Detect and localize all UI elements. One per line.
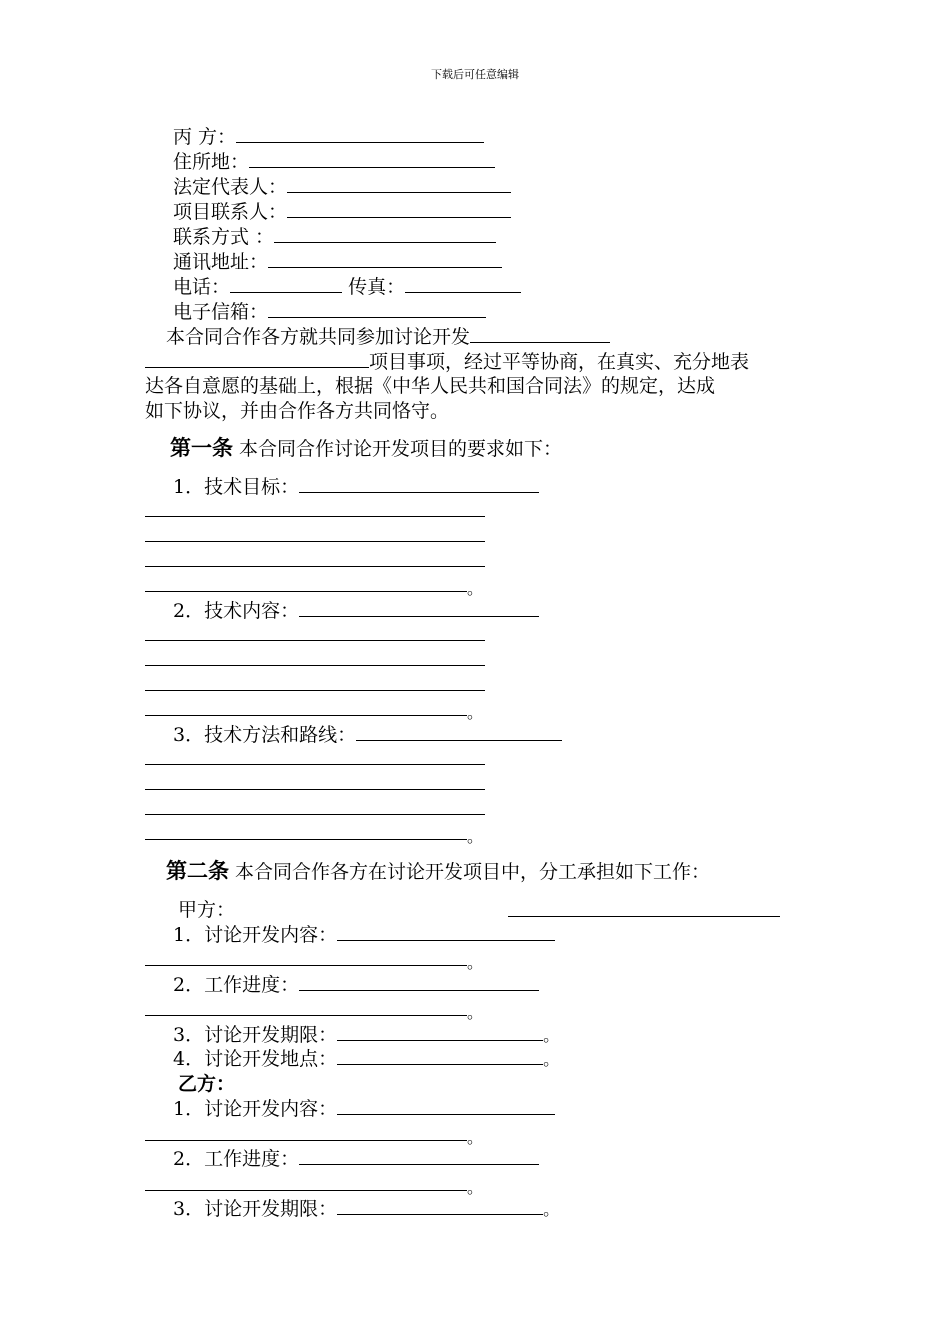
intro-text-1: 本合同合作各方就共同参加讨论开发	[166, 326, 471, 348]
tech-goal-rule-4[interactable]	[145, 591, 467, 592]
a-content-line	[173, 922, 555, 947]
fax-label: 传真：	[348, 276, 406, 298]
address-label: 住所地：	[173, 151, 250, 173]
contact-method-blank[interactable]	[274, 224, 496, 243]
tech-method-rule-4[interactable]	[145, 839, 467, 840]
a-progress-blank[interactable]	[299, 972, 539, 991]
a-progress-rule[interactable]	[145, 1015, 467, 1016]
b-progress-line	[173, 1146, 539, 1171]
email-line	[173, 299, 486, 324]
article-1-line	[170, 436, 562, 461]
tech-content-rule-3[interactable]	[145, 690, 485, 691]
a-period-label: 3．讨论开发期限：	[173, 1024, 338, 1046]
tech-method-period: 。	[467, 827, 484, 846]
tech-goal-period: 。	[467, 579, 484, 598]
intro-text-2: 项目事项，经过平等协商，在真实、充分地表	[369, 351, 750, 373]
article-2-text: 本合同合作各方在讨论开发项目中，分工承担如下工作：	[235, 861, 711, 883]
a-progress-line	[173, 972, 539, 997]
a-content-rule[interactable]	[145, 965, 467, 966]
article-2-heading: 第二条	[166, 859, 229, 883]
b-content-label: 1．讨论开发内容：	[173, 1098, 338, 1120]
article-1-text: 本合同合作讨论开发项目的要求如下：	[239, 438, 563, 460]
tech-method-rule-2[interactable]	[145, 789, 485, 790]
article-1-heading: 第一条	[170, 436, 233, 460]
a-period-end: 。	[543, 1026, 560, 1045]
a-content-blank[interactable]	[337, 922, 555, 941]
b-progress-period: 。	[467, 1178, 484, 1197]
project-name-blank-2[interactable]	[145, 349, 369, 368]
a-location-end: 。	[543, 1050, 560, 1069]
tech-content-rule-1[interactable]	[145, 640, 485, 641]
address-blank[interactable]	[249, 149, 495, 168]
party-c-line	[173, 124, 484, 149]
tech-goal-rule-1[interactable]	[145, 516, 485, 517]
intro-line-3: 达各自意愿的基础上，根据《中华人民共和国合同法》的规定，达成	[145, 375, 716, 397]
phone-fax-line	[173, 274, 521, 299]
tech-method-rule-3[interactable]	[145, 814, 485, 815]
contact-person-blank[interactable]	[287, 199, 511, 218]
b-progress-blank[interactable]	[299, 1146, 539, 1165]
project-name-blank[interactable]	[470, 324, 610, 343]
tech-goal-rule-3[interactable]	[145, 566, 485, 567]
intro-line-1	[166, 324, 610, 349]
tech-content-label: 2．技术内容：	[173, 600, 300, 622]
b-period-end: 。	[543, 1200, 560, 1219]
contact-method-label: 联系方式 ：	[173, 226, 275, 248]
a-location-blank[interactable]	[337, 1046, 543, 1065]
b-content-rule[interactable]	[145, 1140, 467, 1141]
a-progress-period: 。	[467, 1003, 484, 1022]
a-location-label: 4．讨论开发地点：	[173, 1048, 338, 1070]
b-period-line	[173, 1196, 559, 1222]
tech-goal-line	[173, 474, 539, 499]
a-content-period: 。	[467, 953, 484, 972]
phone-blank[interactable]	[230, 274, 342, 293]
b-content-blank[interactable]	[337, 1096, 555, 1115]
address-line	[173, 149, 495, 174]
mail-address-line	[173, 249, 502, 274]
page-header: 下载后可任意编辑	[431, 68, 519, 81]
tech-content-blank[interactable]	[299, 598, 539, 617]
tech-method-rule-1[interactable]	[145, 764, 485, 765]
party-a-blank[interactable]	[508, 916, 780, 917]
tech-method-label: 3．技术方法和路线：	[173, 724, 357, 746]
tech-content-rule-4[interactable]	[145, 715, 467, 716]
a-period-blank[interactable]	[337, 1022, 543, 1041]
email-label: 电子信箱：	[173, 301, 269, 323]
fax-blank[interactable]	[405, 274, 521, 293]
b-content-line	[173, 1096, 555, 1121]
email-blank[interactable]	[268, 299, 486, 318]
b-progress-label: 2．工作进度：	[173, 1148, 300, 1170]
tech-content-period: 。	[467, 703, 484, 722]
tech-content-rule-2[interactable]	[145, 665, 485, 666]
b-progress-rule[interactable]	[145, 1190, 467, 1191]
tech-content-line	[173, 598, 539, 623]
contact-method-line	[173, 224, 496, 249]
party-c-blank[interactable]	[236, 124, 484, 143]
contact-person-label: 项目联系人：	[173, 201, 288, 223]
mail-address-label: 通讯地址：	[173, 251, 269, 273]
a-period-line	[173, 1022, 559, 1048]
b-content-period: 。	[467, 1128, 484, 1147]
intro-line-2	[145, 349, 749, 374]
intro-line-4: 如下协议，并由合作各方共同恪守。	[145, 400, 450, 422]
a-progress-label: 2．工作进度：	[173, 974, 300, 996]
legal-rep-label: 法定代表人：	[173, 176, 288, 198]
mail-address-blank[interactable]	[268, 249, 502, 268]
tech-goal-label: 1．技术目标：	[173, 476, 300, 498]
tech-goal-rule-2[interactable]	[145, 541, 485, 542]
phone-label: 电话：	[173, 276, 231, 298]
legal-rep-blank[interactable]	[287, 174, 511, 193]
article-2-line	[166, 859, 710, 884]
legal-rep-line	[173, 174, 511, 199]
b-period-label: 3．讨论开发期限：	[173, 1198, 338, 1220]
party-b-label: 乙方：	[178, 1073, 236, 1095]
contact-person-line	[173, 199, 511, 224]
tech-method-blank[interactable]	[356, 722, 562, 741]
a-content-label: 1．讨论开发内容：	[173, 924, 338, 946]
party-c-label: 丙 方：	[173, 126, 237, 148]
party-a-label: 甲方：	[178, 899, 236, 921]
tech-method-line	[173, 722, 562, 747]
tech-goal-blank[interactable]	[299, 474, 539, 493]
a-location-line	[173, 1046, 559, 1072]
b-period-blank[interactable]	[337, 1196, 543, 1215]
